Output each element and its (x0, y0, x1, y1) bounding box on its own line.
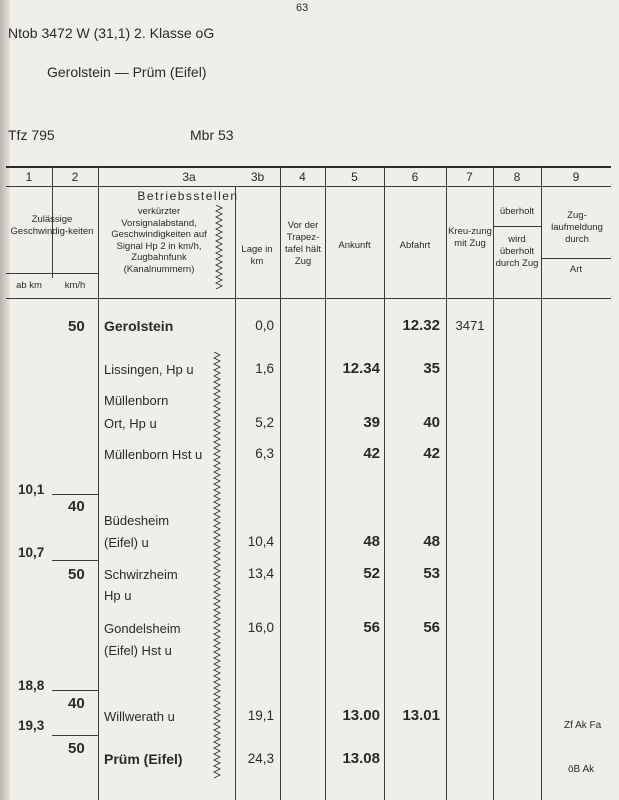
header-bottom-rule (6, 298, 611, 299)
speed-kmh: 50 (68, 740, 85, 757)
station-km: 13,4 (247, 566, 274, 581)
station-name: Prüm (Eifel) (104, 751, 183, 767)
speed-change-rule (52, 735, 98, 736)
colnum-5: 5 (351, 170, 358, 184)
colnum-9: 9 (572, 170, 580, 184)
station-km: 5,2 (255, 415, 274, 430)
station-name: Lissingen, Hp u (104, 362, 194, 377)
speed-change-rule (52, 494, 98, 495)
station-km: 19,1 (247, 708, 274, 723)
station-name-line2: Hp u (104, 588, 132, 603)
mbr: Mbr 53 (190, 127, 234, 143)
route: Gerolstein — Prüm (Eifel) (47, 64, 207, 80)
colnum-1: 1 (25, 170, 33, 184)
divider-c3a (235, 186, 236, 800)
table-top-rule (6, 166, 611, 168)
page-number: 63 (296, 2, 309, 14)
divider-c4 (325, 166, 326, 800)
station-ankunft: 52 (363, 565, 380, 582)
speed-kmh: 50 (68, 318, 85, 335)
tfz: Tfz 795 (8, 127, 55, 143)
colnum-7: 7 (466, 170, 473, 184)
c8-split-rule (493, 226, 541, 227)
station-abfahrt: 56 (423, 619, 440, 636)
header-zuglaufmeldung: Zug-laufmeldung durch (551, 210, 603, 245)
divider-c2 (98, 166, 99, 800)
station-name-line2: (Eifel) u (104, 535, 149, 550)
station-abfahrt: 13.01 (402, 707, 440, 724)
c9-split-rule (541, 258, 611, 259)
divider-c5 (384, 166, 385, 800)
station-name-line2: (Eifel) Hst u (104, 643, 172, 658)
station-ankunft: 39 (363, 414, 380, 431)
station-km: 1,6 (255, 361, 274, 376)
station-km: 16,0 (247, 620, 274, 635)
header-ankunft: Ankunft (338, 240, 371, 251)
header-ab-km: ab km (16, 280, 42, 291)
station-ankunft: 56 (363, 619, 380, 636)
header-lage: Lage in km (241, 244, 273, 267)
station-name: Müllenborn (104, 393, 169, 408)
speed-kmh: 50 (68, 566, 85, 583)
header-betriebsstellen: Betriebsstellen (137, 189, 239, 203)
station-km: 24,3 (247, 751, 274, 766)
colnum-6: 6 (411, 170, 419, 184)
train-line: Ntob 3472 W (31,1) 2. Klasse oG (8, 25, 215, 41)
speed-ab-km: 10,1 (18, 482, 45, 497)
station-name: Müllenborn Hst u (104, 447, 203, 462)
station-name: Büdesheim (104, 513, 170, 528)
station-meldung: Zf Ak Fa (564, 720, 602, 731)
station-name: Schwirzheim (104, 567, 178, 582)
station-abfahrt: 48 (423, 533, 440, 550)
station-km: 0,0 (255, 318, 274, 333)
header-speed-title: Zulässige Geschwindig-keiten (10, 214, 94, 237)
header-betriebsstellen-sub: verkürzter Vorsignalabstand, Geschwindigkeiten auf Signal Hp 2 in km/h, Zugbahnfunk (Kanalnummern) (111, 206, 207, 275)
station-abfahrt: 53 (423, 565, 440, 582)
header-ueberholt: überholt (499, 206, 535, 217)
station-km: 10,4 (247, 534, 274, 549)
header-abfahrt: Abfahrt (399, 240, 431, 251)
colnum-rule (6, 186, 611, 187)
station-meldung: öB Ak (568, 764, 595, 775)
speed-ab-km: 19,3 (18, 718, 45, 733)
colnum-4: 4 (299, 170, 306, 184)
header-kmh: km/h (64, 280, 86, 291)
header-wird-ueberholt: wird überholt durch Zug (495, 234, 539, 269)
station-abfahrt: 42 (423, 445, 440, 462)
station-kreuzung: 3471 (455, 318, 485, 333)
station-ankunft: 48 (363, 533, 380, 550)
body-zigzag-icon (213, 352, 221, 782)
colnum-2: 2 (71, 170, 79, 184)
station-abfahrt: 40 (423, 414, 440, 431)
colnum-8: 8 (513, 170, 521, 184)
divider-c7 (493, 166, 494, 800)
divider-c8 (541, 166, 542, 800)
speed-change-rule (52, 690, 98, 691)
header-zigzag-icon (215, 205, 223, 291)
book-spine-shadow (0, 0, 10, 800)
header-art: Art (569, 264, 583, 275)
divider-c6 (446, 166, 447, 800)
colnum-3a: 3a (182, 170, 196, 184)
station-abfahrt: 12.32 (402, 317, 440, 334)
station-ankunft: 12.34 (342, 360, 380, 377)
station-ankunft: 13.00 (342, 707, 380, 724)
speed-kmh: 40 (68, 498, 85, 515)
station-km: 6,3 (255, 446, 274, 461)
speed-change-rule (52, 560, 98, 561)
speed-kmh: 40 (68, 695, 85, 712)
station-name: Gerolstein (104, 318, 174, 334)
station-ankunft: 13.08 (342, 750, 380, 767)
station-ankunft: 42 (363, 445, 380, 462)
station-abfahrt: 35 (423, 360, 440, 377)
header-kreuzung: Kreu-zung mit Zug (448, 226, 492, 249)
header-trapeztafel: Vor der Trapez-tafel hält Zug (285, 220, 321, 267)
speed-ab-km: 10,7 (18, 545, 45, 560)
speed-ab-km: 18,8 (18, 678, 45, 693)
station-name: Willwerath u (104, 709, 175, 724)
station-name-line2: Ort, Hp u (104, 416, 157, 431)
colnum-3b: 3b (250, 170, 265, 184)
station-name: Gondelsheim (104, 621, 181, 636)
